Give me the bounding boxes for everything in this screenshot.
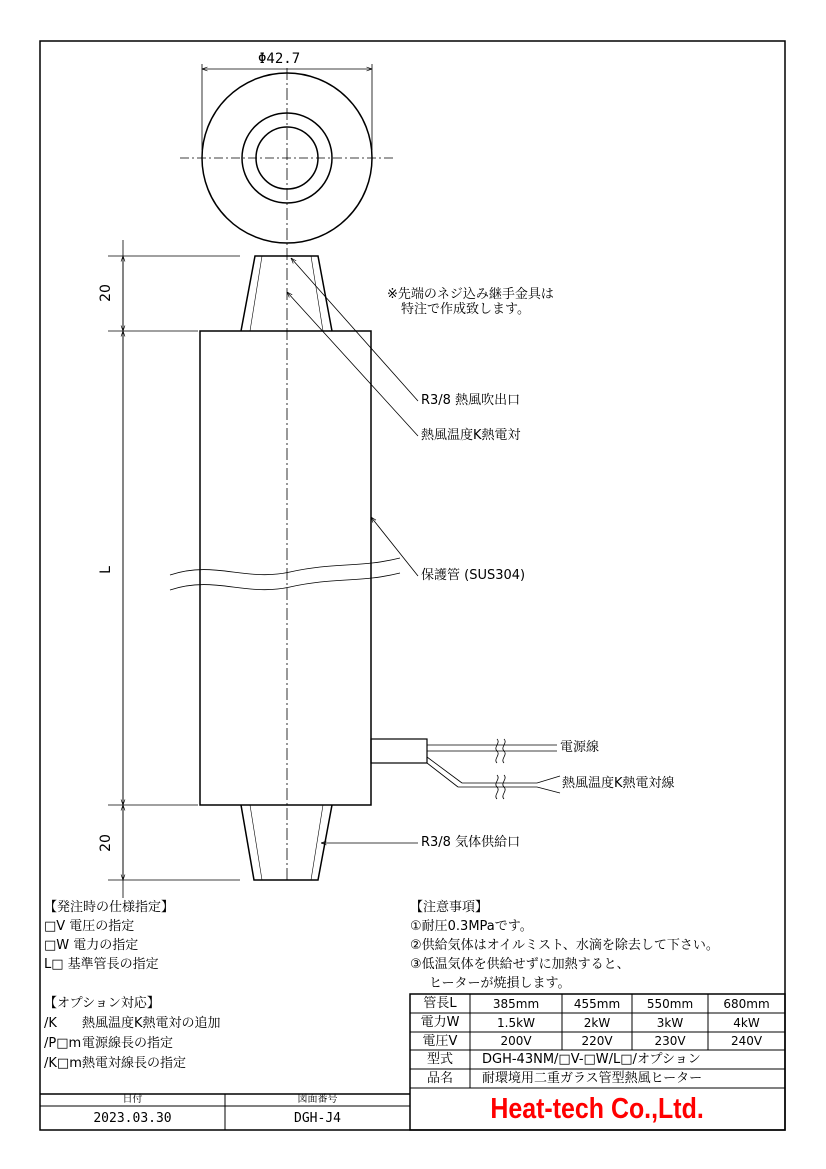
spec-cell: 1.5kW	[497, 1015, 535, 1030]
spec-cell: 550mm	[646, 996, 694, 1011]
wires	[427, 739, 560, 799]
drawing-date: 2023.03.30	[93, 1110, 172, 1126]
drawing-number: DGH-J4	[294, 1110, 341, 1126]
caution-item: ③低温気体を供給せずに加熱すると、	[410, 957, 630, 972]
length-dimensions	[108, 240, 240, 898]
caution-item: ヒーターが焼損します。	[429, 976, 571, 991]
spec-row-label: 管長L	[423, 996, 457, 1011]
spec-cell: 680mm	[723, 996, 770, 1011]
spec-cell: 230V	[654, 1034, 686, 1048]
spec-cell: 200V	[500, 1034, 532, 1048]
spec-cell: 220V	[581, 1034, 613, 1048]
tube-callout: 保護管 (SUS304)	[421, 568, 526, 583]
option-code: /P□m	[44, 1036, 82, 1051]
cautions-heading: 【注意事項】	[410, 900, 489, 915]
option-code: /K□m	[44, 1056, 82, 1071]
spec-cell: 3kW	[656, 1015, 684, 1030]
model-label: 型式	[426, 1052, 453, 1067]
product-name-value: 耐環境用二重ガラス管型熱風ヒーター	[482, 1071, 703, 1086]
thermocouple-callout: 熱風温度K熱電対	[421, 428, 521, 443]
break-lines	[170, 558, 400, 590]
option-code: /K	[44, 1016, 57, 1031]
date-label: 日付	[122, 1094, 143, 1105]
caution-item: ②供給気体はオイルミスト、水滴を除去して下さい。	[410, 938, 719, 953]
terminal-box	[371, 739, 427, 763]
order-spec-item: □V 電圧の指定	[44, 919, 135, 934]
company-name: Heat-tech Co.,Ltd.	[490, 1092, 705, 1125]
spec-cell: 240V	[730, 1034, 763, 1048]
spec-cell: 385mm	[492, 996, 540, 1011]
order-spec-item: □W 電力の指定	[44, 938, 139, 953]
company-logo	[410, 1088, 785, 1130]
spec-row-label: 電力W	[420, 1015, 460, 1030]
product-name-label: 品名	[426, 1071, 453, 1086]
caution-item: ①耐圧0.3MPaです。	[410, 919, 533, 934]
power-wire-callout: 電源線	[560, 740, 600, 755]
length-dimension: L	[97, 566, 114, 574]
spec-cell: 4kW	[733, 1015, 760, 1030]
leader-lines	[287, 258, 418, 843]
top-fitting	[241, 256, 332, 331]
spec-row-label: 電圧V	[422, 1033, 458, 1049]
drawing-no-label: 図面番号	[297, 1094, 338, 1105]
bottom-fitting	[241, 805, 332, 880]
spec-cell: 2kW	[583, 1015, 611, 1030]
order-spec-heading: 【発注時の仕様指定】	[44, 900, 175, 915]
option-desc: 熱電対線長の指定	[82, 1056, 187, 1071]
option-desc: 熱風温度K熱電対の追加	[82, 1016, 221, 1031]
spec-cell: 455mm	[573, 996, 621, 1011]
protective-tube-body	[200, 331, 371, 805]
outlet-callout: R3/8 熱風吹出口	[421, 393, 521, 408]
tip-fitting-note-line2: 特注で作成致します。	[401, 302, 530, 317]
tip-fitting-note-line1: ※先端のネジ込み継手金具は	[387, 287, 554, 302]
inlet-callout: R3/8 気体供給口	[421, 835, 521, 850]
option-desc: 電源線長の指定	[82, 1036, 174, 1051]
model-value: DGH-43NM/□V-□W/L□/オプション	[482, 1052, 701, 1067]
tc-wire-callout: 熱風温度K熱電対線	[562, 776, 675, 791]
order-spec-item: L□ 基準管長の指定	[44, 957, 159, 972]
diameter-label: Φ42.7	[258, 51, 301, 67]
bottom-tip-dimension: 20	[97, 834, 114, 852]
top-tip-dimension: 20	[97, 284, 114, 302]
options-heading: 【オプション対応】	[44, 996, 160, 1011]
